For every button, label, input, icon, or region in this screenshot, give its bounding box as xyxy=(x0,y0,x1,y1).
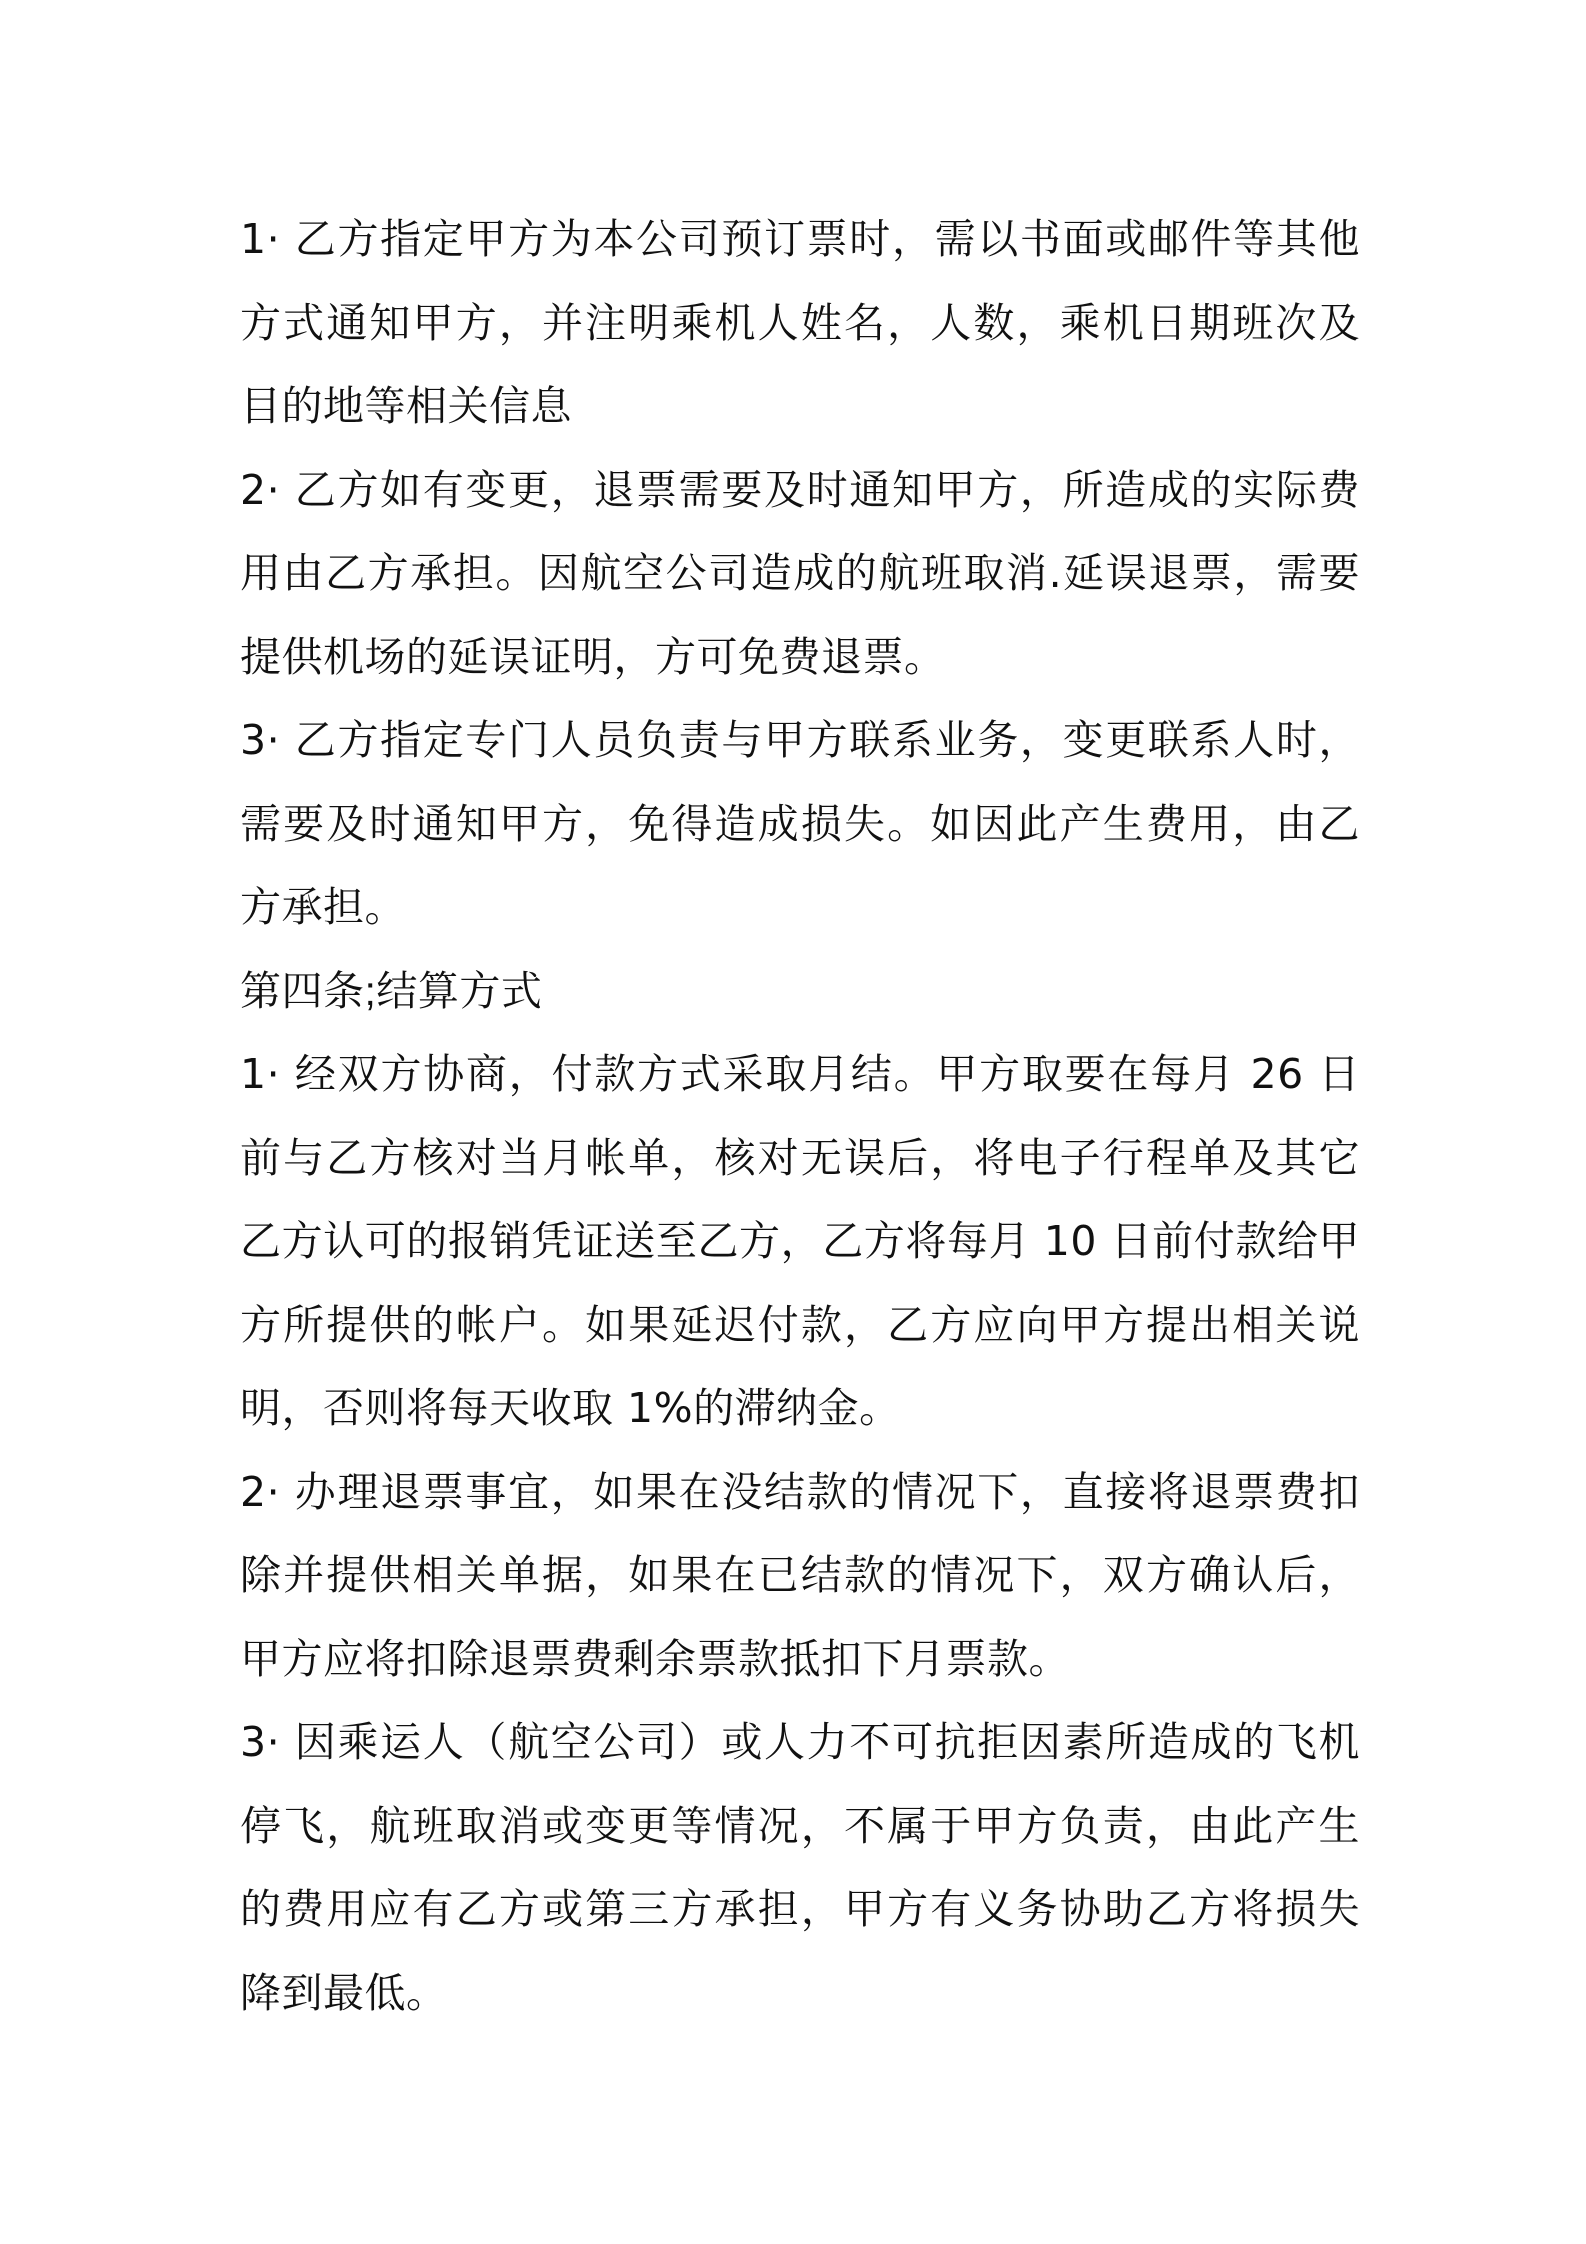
clause-4-item-3: 3· 因乘运人（航空公司）或人力不可抗拒因素所造成的飞机停飞，航班取消或变更等情况，不属于甲方负责，由此产生的费用应有乙方或第三方承担，甲方有义务协助乙方将损失降到最低。 xyxy=(240,1718,1360,2017)
section-heading-settlement: 第四条;结算方式 xyxy=(240,967,543,1014)
clause-3-item-3: 3· 乙方指定专门人员负责与甲方联系业务，变更联系人时，需要及时通知甲方，免得造成损失。如因此产生费用，由乙方承担。 xyxy=(240,716,1360,931)
clause-4-item-2: 2· 办理退票事宜，如果在没结款的情况下，直接将退票费扣除并提供相关单据，如果在已结款的情况下，双方确认后，甲方应将扣除退票费剩余票款抵扣下月票款。 xyxy=(240,1467,1360,1683)
clause-3-item-1: 1· 乙方指定甲方为本公司预订票时，需以书面或邮件等其他方式通知甲方，并注明乘机人姓名，人数，乘机日期班次及目的地等相关信息 xyxy=(240,215,1360,430)
document-body xyxy=(240,198,1360,2035)
clause-3-item-2: 2· 乙方如有变更，退票需要及时通知甲方，所造成的实际费用由乙方承担。因航空公司造成的航班取消.延误退票，需要提供机场的延误证明，方可免费退票。 xyxy=(240,465,1360,681)
clause-4-item-1: 1· 经双方协商，付款方式采取月结。甲方取要在每月 26 日前与乙方核对当月帐单，核对无误后，将电子行程单及其它乙方认可的报销凭证送至乙方，乙方将每月 10 日前付款给甲方所提供的帐户。如果延迟付款，乙方应向甲方提出相关说明，否则将每天收取 1%的滞纳金。 xyxy=(240,1050,1360,1432)
